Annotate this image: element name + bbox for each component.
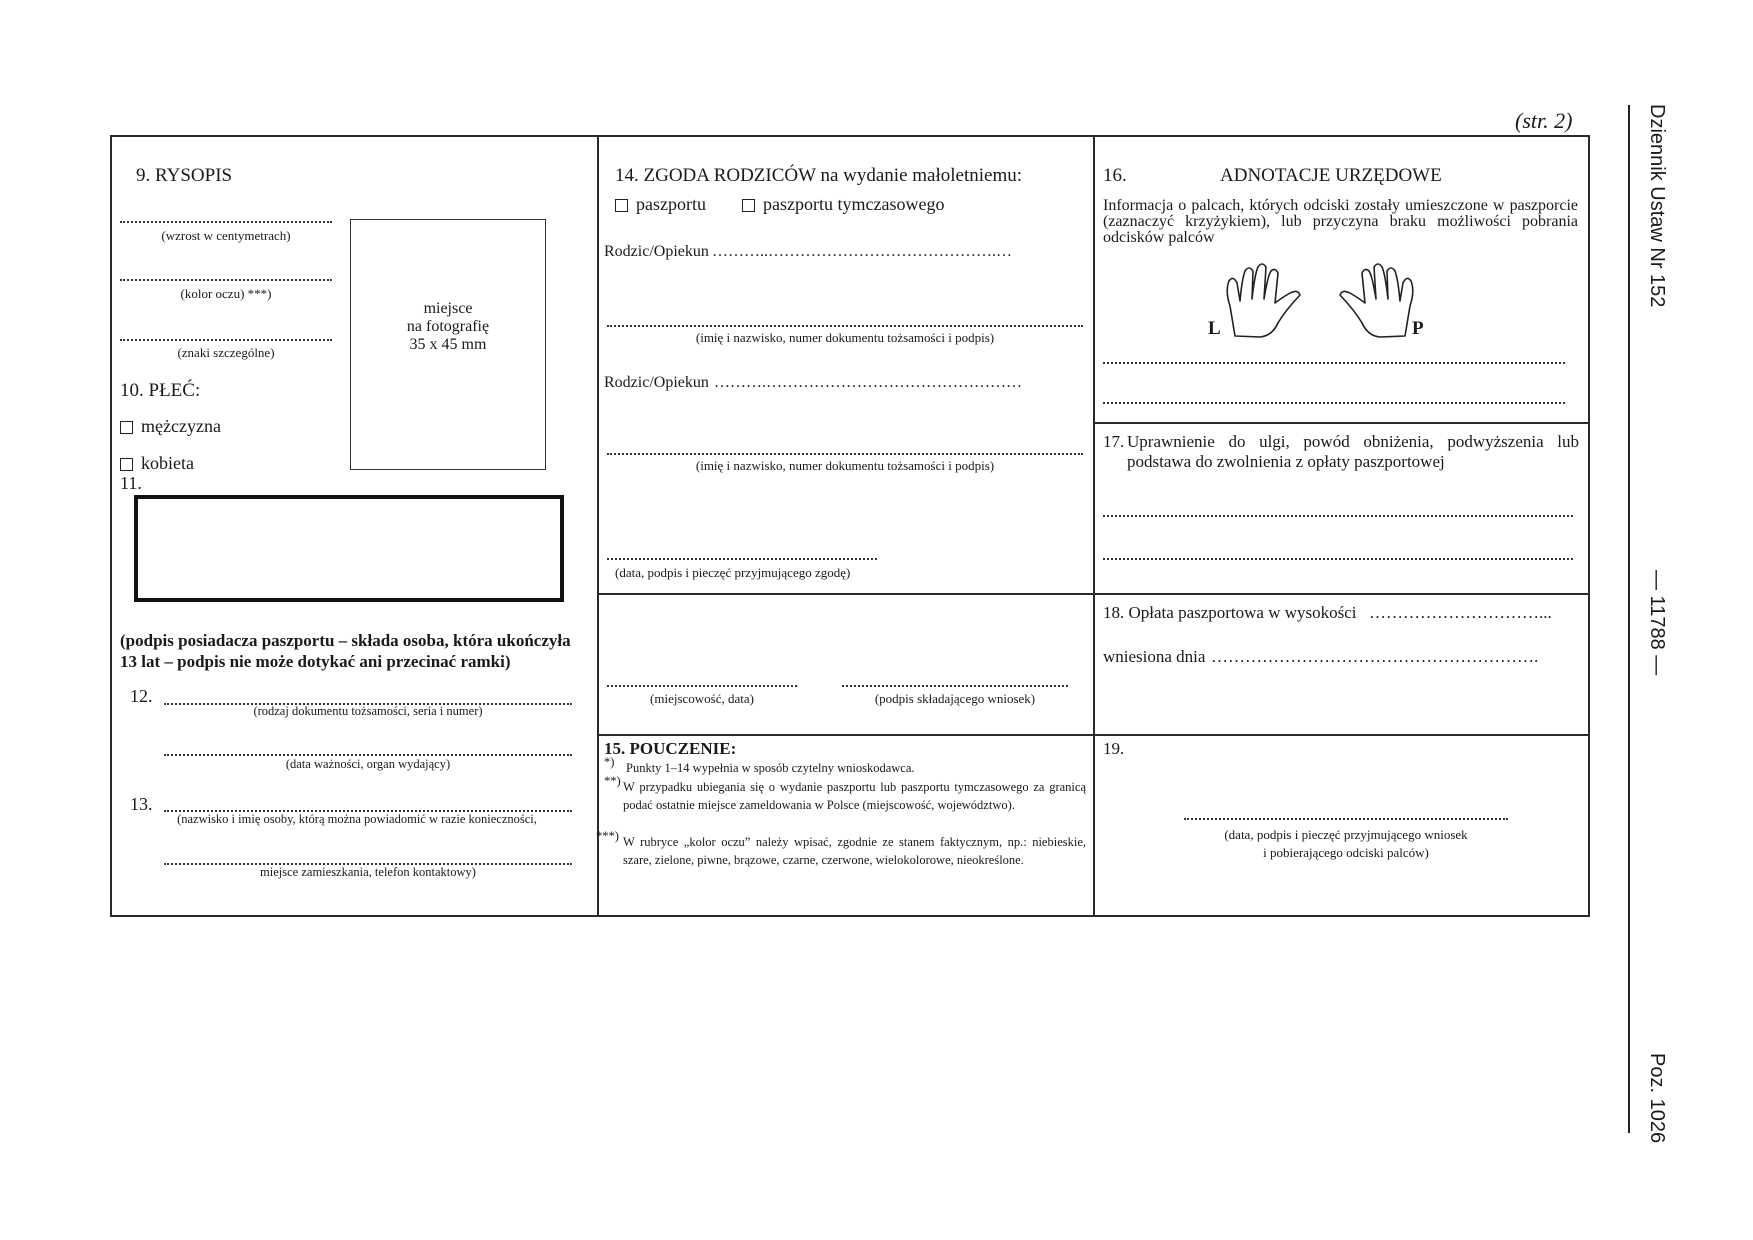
option-temp-passport[interactable] (742, 194, 944, 215)
column-divider (597, 137, 599, 915)
section-16-number: 16. (1103, 165, 1127, 186)
signature-box[interactable] (134, 495, 564, 602)
consent-receiver-field[interactable] (607, 558, 877, 560)
fingerprint-note-field[interactable] (1103, 402, 1565, 404)
section-15-title: 15. POUCZENIE: (604, 739, 737, 758)
row-divider (1093, 422, 1590, 424)
photo-text: 35 x 45 mm (409, 336, 487, 353)
margin-rule (1628, 105, 1630, 1133)
left-hand-label: L (1208, 318, 1221, 339)
right-hand-label: P (1412, 318, 1424, 339)
eye-color-label: (kolor oczu) ***) (180, 286, 272, 301)
gender-female-option[interactable] (120, 453, 194, 474)
place-date-label: (miejscowość, data) (650, 691, 754, 706)
journal-position: Poz. 1026 (1646, 1053, 1668, 1144)
validity-field[interactable] (164, 754, 572, 756)
special-marks-field[interactable] (120, 339, 332, 341)
photo-text: na fotografię (406, 318, 490, 335)
section-13-title: 13. (130, 794, 153, 814)
paid-on-field[interactable]: …………………………………………………. (1211, 647, 1539, 666)
note3-text: W rubryce „kolor oczu” należy wpisać, zgodnie ze stanem faktycznym, np.: niebieskie, szare, zielone, piwne, brązowe, czarne, czerwone, wielokolorowe, nieokreślone. (623, 835, 1086, 867)
eye-color-field[interactable] (120, 279, 332, 281)
receiver-signature-label: i pobierającego odciski palców) (1263, 845, 1429, 860)
consent-receiver-label: (data, podpis i pieczęć przyjmującego zgodę) (615, 565, 851, 580)
applicant-signature-label: (podpis składającego wniosek) (874, 691, 1036, 706)
gender-male-option[interactable] (120, 416, 221, 437)
checkbox-icon[interactable] (615, 199, 628, 212)
validity-label: (data ważności, organ wydający) (285, 757, 451, 771)
id-document-label: (rodzaj dokumentu tożsamości, seria i numer) (253, 704, 483, 718)
option-passport[interactable] (615, 194, 706, 215)
section-17-number: 17. (1103, 432, 1125, 451)
section-12-title: 12. (130, 686, 153, 706)
journal-title: Dziennik Ustaw Nr 152 (1646, 104, 1668, 308)
receiver-signature-field[interactable] (1184, 818, 1508, 820)
note1-text: Punkty 1–14 wypełnia w sposób czytelny wnioskodawca. (626, 761, 915, 775)
parent1-id-label: (imię i nazwisko, numer dokumentu tożsamości i podpis) (695, 330, 995, 345)
row-divider (597, 593, 1093, 595)
note3-mark: ***) (596, 829, 619, 843)
relief-field[interactable] (1103, 515, 1573, 517)
hands-icon (1220, 261, 1420, 341)
parent1-id-field[interactable] (607, 325, 1083, 327)
signature-note: 13 lat – podpis nie może dotykać ani przecinać ramki) (120, 652, 511, 671)
checkbox-icon[interactable] (120, 458, 133, 471)
applicant-signature-field[interactable] (842, 685, 1068, 687)
parent2-label: Rodzic/Opiekun (604, 374, 709, 391)
address-label: miejsce zamieszkania, telefon kontaktowy) (260, 865, 476, 879)
parent2-id-field[interactable] (607, 453, 1083, 455)
row-divider (1093, 593, 1590, 595)
section-14-title: 14. ZGODA RODZICÓW na wydanie małoletniemu: (615, 165, 1023, 186)
option-label: kobieta (141, 453, 194, 473)
fingerprint-note-field[interactable] (1103, 362, 1565, 364)
parent1-field[interactable]: ………..…………………………………….… (712, 243, 1012, 260)
receiver-signature-label: (data, podpis i pieczęć przyjmującego wniosek (1224, 827, 1468, 842)
passport-form-page (110, 135, 1590, 917)
height-label: (wzrost w centymetrach) (161, 228, 291, 243)
right-hand-icon (1340, 264, 1413, 337)
section-17-text: Uprawnienie do ulgi, powód obniżenia, podwyższenia lub podstawa do zwolnienia z opłaty paszportowej (1127, 432, 1579, 471)
section-11-title: 11. (120, 473, 142, 493)
photo-placeholder (350, 219, 546, 470)
note2-text: W przypadku ubiegania się o wydanie paszportu lub paszportu tymczasowego za granicą podać ostatnie miejsce zameldowania w Polsce (miejscowość, województwo). (623, 780, 1086, 812)
photo-text: miejsce (423, 300, 473, 317)
note1-mark: *) (604, 755, 615, 769)
row-divider (597, 734, 1093, 736)
fingerprint-info: Informacja o palcach, których odciski zostały umieszczone w paszporcie (zaznaczyć krzyżykiem), lub przyczyna braku możliwości pobrania odcisków palców (1103, 197, 1578, 246)
option-label: mężczyzna (141, 416, 221, 436)
checkbox-icon[interactable] (120, 421, 133, 434)
option-label: paszportu (636, 194, 706, 214)
parent1-label: Rodzic/Opiekun (604, 243, 709, 260)
option-label: paszportu tymczasowego (763, 194, 945, 214)
column-divider (1093, 137, 1095, 915)
section-10-title: 10. PŁEĆ: (120, 380, 201, 401)
row-divider (1093, 734, 1590, 736)
section-18-text: 18. Opłata paszportowa w wysokości (1103, 603, 1357, 622)
height-field[interactable] (120, 221, 332, 223)
signature-note: (podpis posiadacza paszportu – składa osoba, która ukończyła (120, 631, 571, 650)
journal-page-number: — 11788 — (1646, 570, 1668, 676)
parent2-field[interactable]: ……….………………………………………… (714, 374, 1022, 391)
contact-person-label: (nazwisko i imię osoby, którą można powiadomić w razie konieczności, (177, 812, 537, 826)
fee-amount-field[interactable]: …………………………... (1369, 603, 1552, 622)
relief-field[interactable] (1103, 558, 1573, 560)
note2-mark: **) (604, 774, 621, 788)
checkbox-icon[interactable] (742, 199, 755, 212)
section-16-title: ADNOTACJE URZĘDOWE (1220, 165, 1442, 186)
parent2-id-label: (imię i nazwisko, numer dokumentu tożsamości i podpis) (695, 458, 995, 473)
special-marks-label: (znaki szczególne) (177, 345, 275, 360)
page-number: (str. 2) (1515, 108, 1573, 133)
place-date-field[interactable] (607, 685, 797, 687)
left-hand-icon (1227, 264, 1300, 337)
paid-on-label: wniesiona dnia (1103, 647, 1206, 666)
section-19-number: 19. (1103, 739, 1125, 758)
section-9-title: 9. RYSOPIS (136, 165, 233, 186)
